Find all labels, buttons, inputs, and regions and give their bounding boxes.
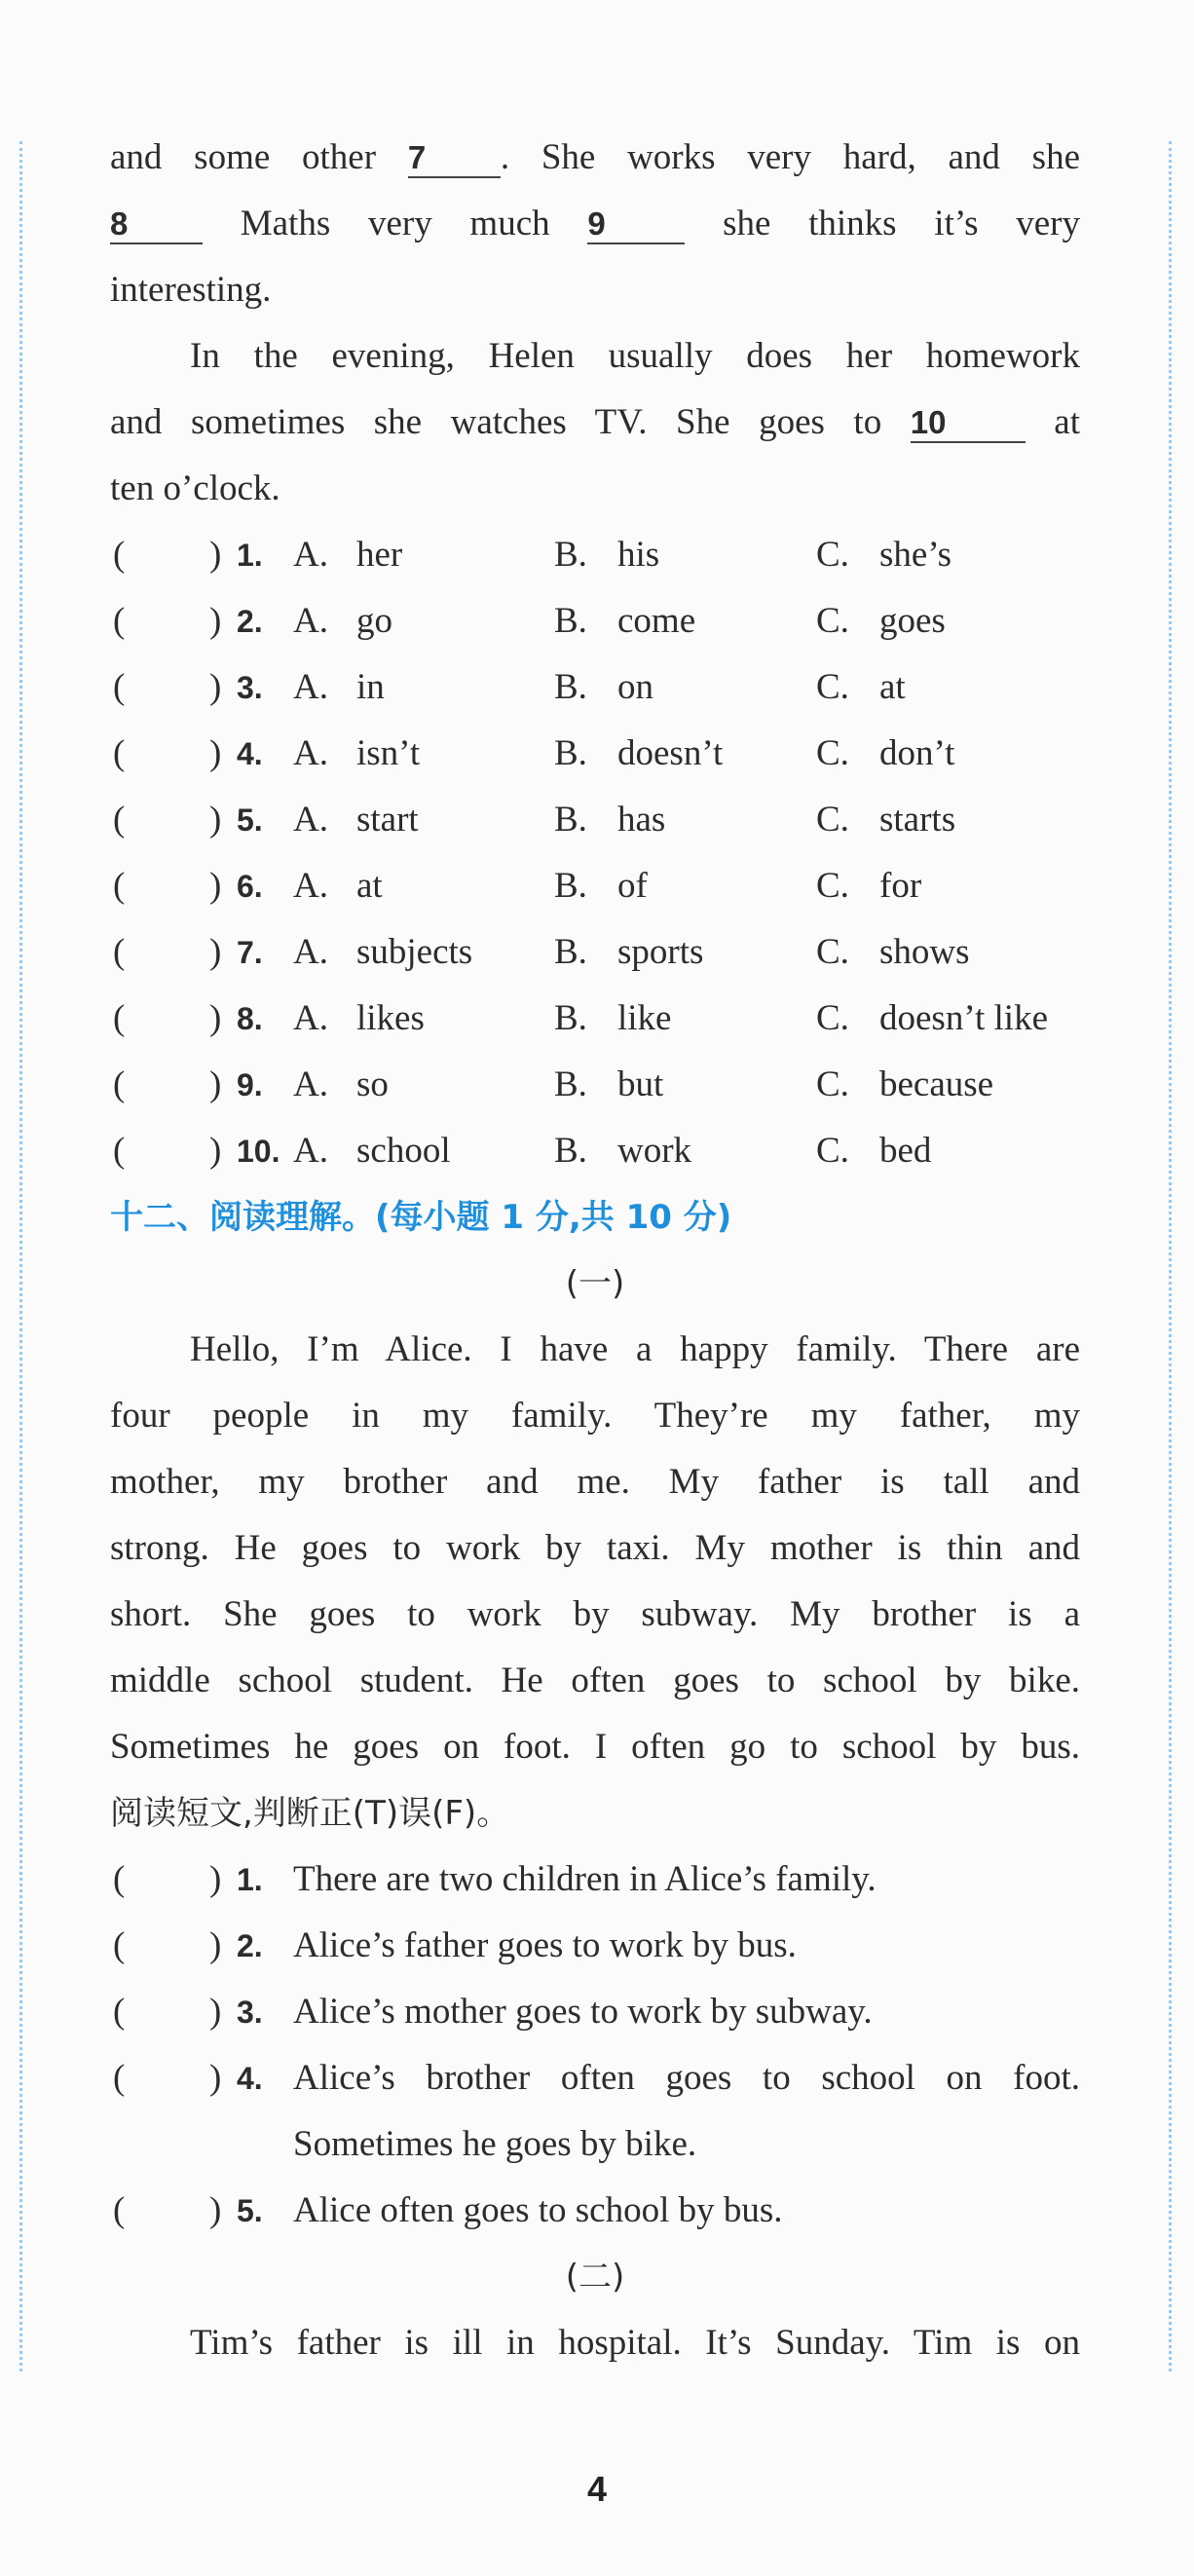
option-a: A. at <box>293 866 383 906</box>
option-a: A. isn’t <box>293 733 421 773</box>
question-number: 4. <box>237 736 263 771</box>
tf-question <box>110 1913 1080 1979</box>
answer-paren-open: ( <box>113 535 126 575</box>
option-a: A. her <box>293 535 403 575</box>
cloze-question-list <box>110 522 1080 1184</box>
tf-question <box>110 1979 1080 2045</box>
reading-line: strong. He goes to work by taxi. My mother is thin and <box>110 1528 1080 1568</box>
question-number: 3. <box>237 670 263 705</box>
question-number: 8. <box>237 1001 263 1036</box>
answer-paren-close: ) <box>209 1859 222 1899</box>
option-c: C. because <box>816 1064 994 1104</box>
cloze-question <box>110 721 1080 787</box>
answer-paren-close: ) <box>209 1131 222 1171</box>
answer-paren-close: ) <box>209 866 222 906</box>
answer-paren-close: ) <box>209 2058 222 2098</box>
option-b: B. sports <box>554 932 704 972</box>
answer-paren-open: ( <box>113 998 126 1038</box>
cloze-question <box>110 588 1080 654</box>
part-1-title: (一) <box>565 1264 625 1303</box>
cloze-question <box>110 1118 1080 1184</box>
question-text: Alice often goes to school by bus. <box>293 2190 783 2230</box>
option-a: A. subjects <box>293 932 473 972</box>
question-number: 1. <box>237 538 263 573</box>
option-a: A. go <box>293 601 392 641</box>
question-number: 6. <box>237 869 263 904</box>
option-c: C. goes <box>816 601 946 641</box>
question-number: 2. <box>237 604 263 639</box>
passage-line-2: 8 Maths very much 9 she thinks it’s very <box>110 204 1080 243</box>
page-number: 4 <box>586 2469 608 2509</box>
reading-line: Hello, I’m Alice. I have a happy family. There are <box>190 1329 1080 1369</box>
option-b: B. on <box>554 667 653 707</box>
answer-paren-open: ( <box>113 1064 126 1104</box>
instruction-text: 阅读短文,判断正(T)误(F)。 <box>110 1794 510 1833</box>
answer-paren-open: ( <box>113 1131 126 1171</box>
blank-7: 7 <box>408 135 501 178</box>
content-column <box>110 125 1080 2376</box>
answer-paren-open: ( <box>113 733 126 773</box>
answer-paren-open: ( <box>113 1925 126 1965</box>
cloze-question <box>110 986 1080 1052</box>
answer-paren-close: ) <box>209 932 222 972</box>
option-a: A. start <box>293 800 419 840</box>
part-2-title: (二) <box>565 2258 625 2296</box>
question-text: Alice’s father goes to work by bus. <box>293 1925 797 1965</box>
question-number: 10. <box>237 1134 280 1169</box>
option-c: C. don’t <box>816 733 955 773</box>
question-text: Alice’s mother goes to work by subway. <box>293 1992 873 2032</box>
option-b: B. his <box>554 535 660 575</box>
option-a: A. in <box>293 667 385 707</box>
question-number: 5. <box>237 2193 263 2228</box>
passage-line-4: In the evening, Helen usually does her homework <box>190 336 1080 376</box>
option-c: C. shows <box>816 932 970 972</box>
answer-paren-close: ) <box>209 667 222 707</box>
cloze-question <box>110 853 1080 919</box>
option-a: A. likes <box>293 998 425 1038</box>
blank-9: 9 <box>587 202 685 244</box>
option-c: C. doesn’t like <box>816 998 1048 1038</box>
option-b: B. doesn’t <box>554 733 724 773</box>
cloze-question <box>110 919 1080 986</box>
reading-line: Tim’s father is ill in hospital. It’s Sunday. Tim is on <box>190 2323 1080 2363</box>
option-a: A. school <box>293 1131 451 1171</box>
question-text: Alice’s brother often goes to school on foot. <box>293 2058 1080 2098</box>
reading-line: four people in my family. They’re my father, my <box>110 1396 1080 1436</box>
question-number: 1. <box>237 1862 263 1897</box>
answer-paren-open: ( <box>113 800 126 840</box>
question-number: 3. <box>237 1995 263 2030</box>
question-text-line-2: Sometimes he goes by bike. <box>293 2124 697 2164</box>
question-number: 7. <box>237 935 263 970</box>
reading-line: mother, my brother and me. My father is tall and <box>110 1462 1080 1502</box>
tf-question <box>110 2045 1080 2111</box>
option-b: B. come <box>554 601 696 641</box>
answer-paren-close: ) <box>209 800 222 840</box>
option-b: B. work <box>554 1131 692 1171</box>
option-b: B. like <box>554 998 672 1038</box>
right-margin-guide <box>1169 141 1172 2371</box>
option-c: C. bed <box>816 1131 932 1171</box>
passage-line-6: ten o’clock. <box>110 468 280 508</box>
option-b: B. but <box>554 1064 664 1104</box>
cloze-question <box>110 787 1080 853</box>
answer-paren-close: ) <box>209 733 222 773</box>
question-number: 9. <box>237 1067 263 1102</box>
option-c: C. for <box>816 866 922 906</box>
question-number: 4. <box>237 2061 263 2096</box>
answer-paren-open: ( <box>113 2058 126 2098</box>
answer-paren-open: ( <box>113 866 126 906</box>
answer-paren-close: ) <box>209 535 222 575</box>
answer-paren-close: ) <box>209 998 222 1038</box>
answer-paren-open: ( <box>113 2190 126 2230</box>
blank-10: 10 <box>911 400 1026 443</box>
question-number: 5. <box>237 803 263 838</box>
blank-8: 8 <box>110 202 203 244</box>
tf-question <box>110 1847 1080 1913</box>
answer-paren-close: ) <box>209 1064 222 1104</box>
answer-paren-close: ) <box>209 1992 222 2032</box>
question-text: There are two children in Alice’s family. <box>293 1859 877 1899</box>
answer-paren-open: ( <box>113 1859 126 1899</box>
answer-paren-close: ) <box>209 2190 222 2230</box>
option-c: C. starts <box>816 800 956 840</box>
option-b: B. has <box>554 800 666 840</box>
option-c: C. at <box>816 667 906 707</box>
passage-line-3: interesting. <box>110 270 272 310</box>
question-number: 2. <box>237 1928 263 1963</box>
tf-question-continuation <box>110 2111 1080 2178</box>
answer-paren-close: ) <box>209 1925 222 1965</box>
answer-paren-open: ( <box>113 932 126 972</box>
cloze-question <box>110 654 1080 721</box>
cloze-question <box>110 522 1080 588</box>
cloze-question <box>110 1052 1080 1118</box>
left-margin-guide <box>19 141 22 2371</box>
true-false-question-list <box>110 1847 1080 2244</box>
answer-paren-open: ( <box>113 1992 126 2032</box>
answer-paren-open: ( <box>113 601 126 641</box>
tf-question <box>110 2178 1080 2244</box>
option-c: C. she’s <box>816 535 951 575</box>
answer-paren-close: ) <box>209 601 222 641</box>
passage-line-1: and some other 7 . She works very hard, and she <box>110 137 1081 177</box>
option-a: A. so <box>293 1064 389 1104</box>
section-heading: 十二、阅读理解。(每小题 1 分,共 10 分) <box>110 1198 732 1237</box>
reading-line: middle school student. He often goes to school by bike. <box>110 1661 1080 1700</box>
reading-line: Sometimes he goes on foot. I often go to school by bus. <box>110 1727 1080 1767</box>
answer-paren-open: ( <box>113 667 126 707</box>
passage-line-5: and sometimes she watches TV. She goes to 10 at <box>110 402 1081 442</box>
option-b: B. of <box>554 866 648 906</box>
reading-line: short. She goes to work by subway. My brother is a <box>110 1594 1080 1634</box>
